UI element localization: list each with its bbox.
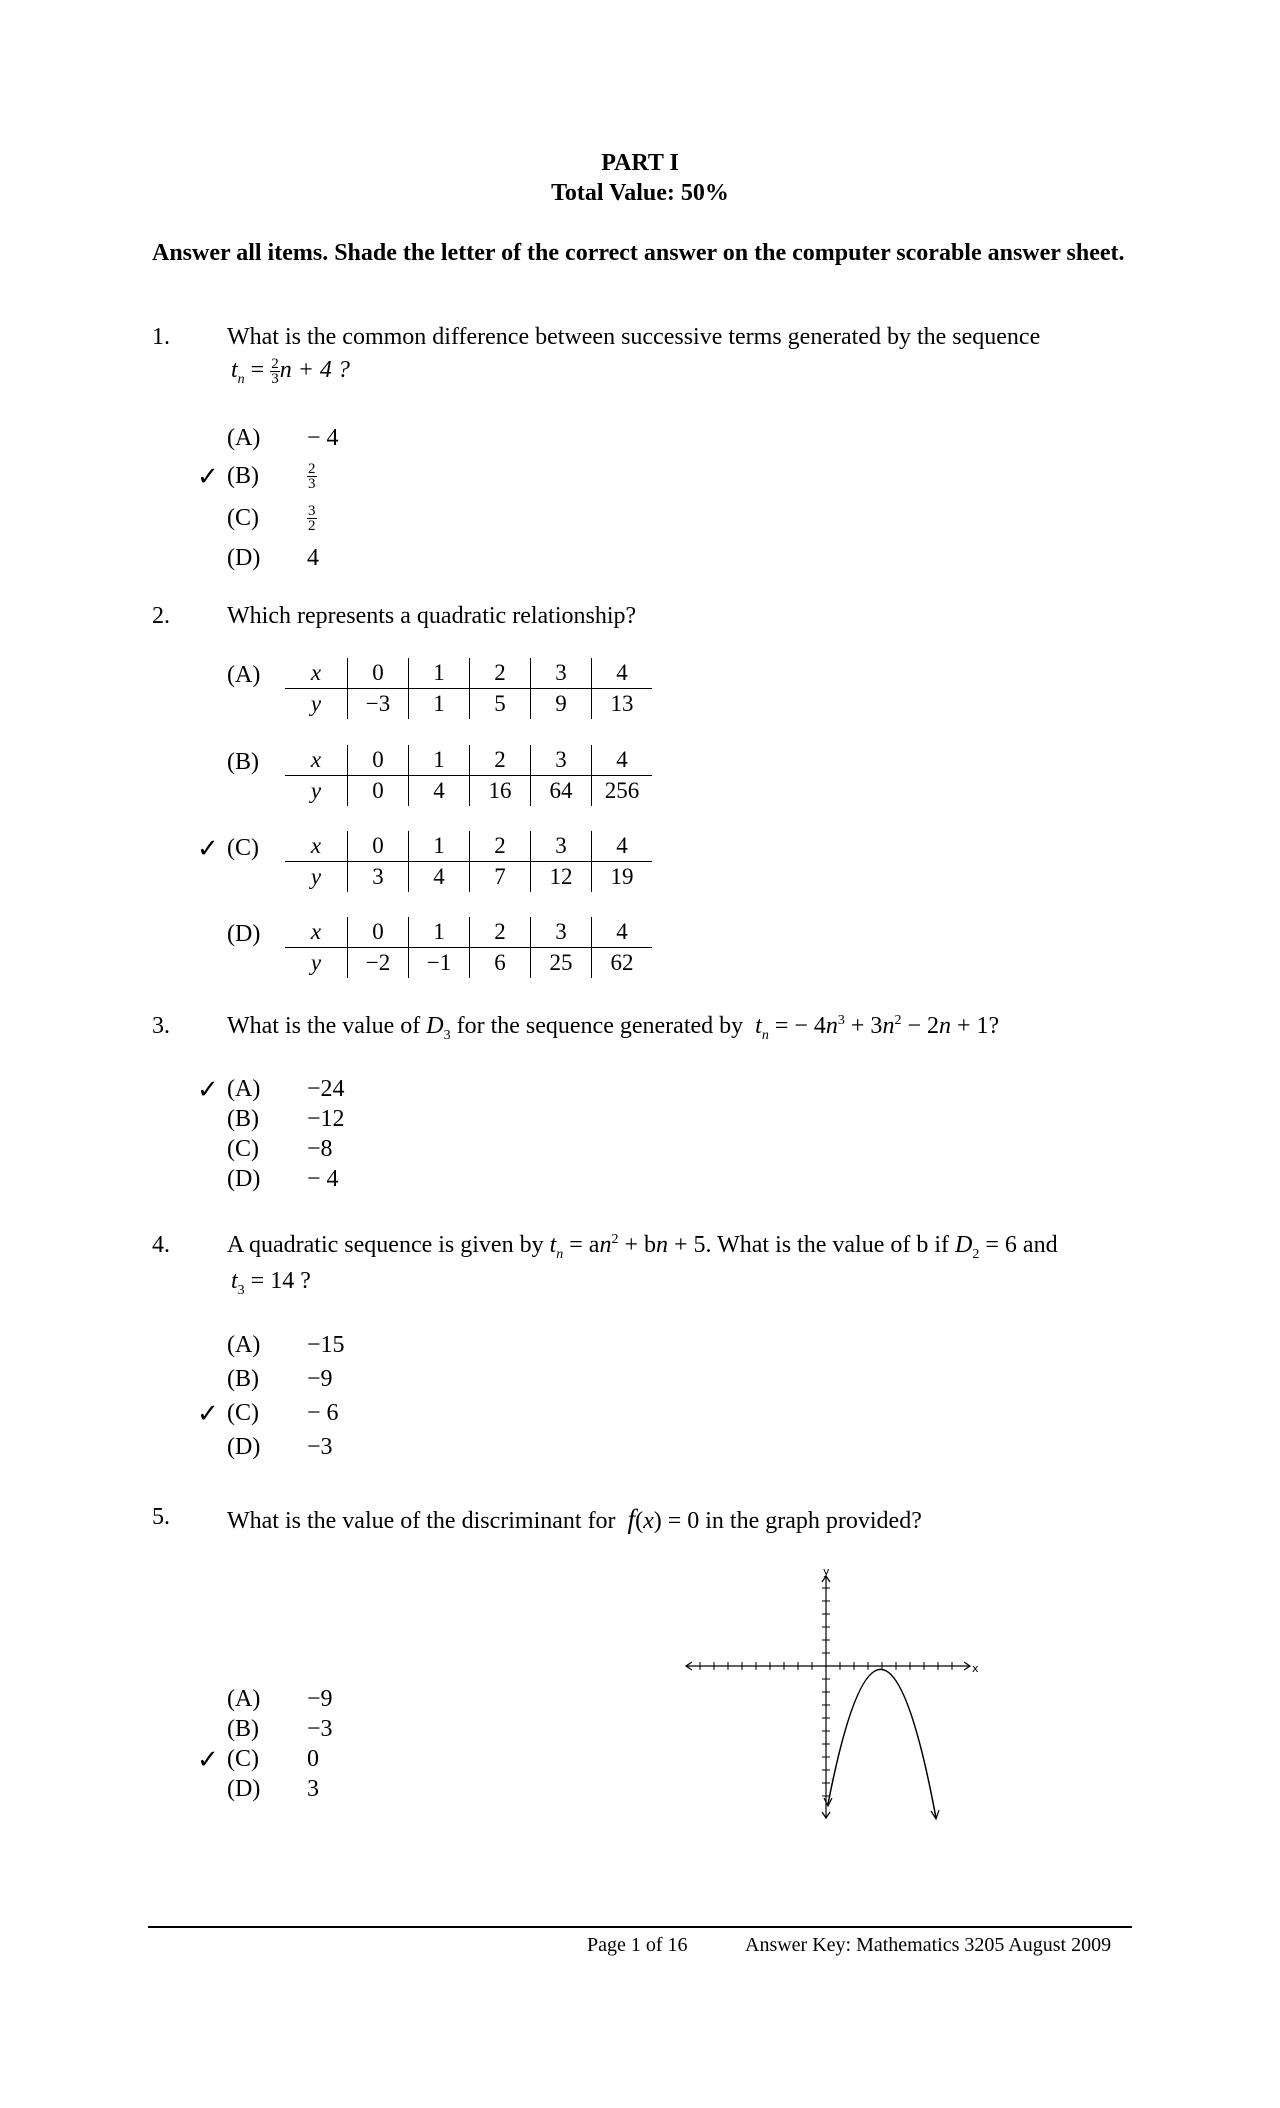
q2-table-b: x 0 1 2 3 4 y 0 4 16 64 256	[285, 745, 652, 806]
q1-check-icon: ✓	[197, 462, 219, 492]
total-value: Total Value: 50%	[551, 180, 729, 206]
footer-page: Page 1 of 16	[587, 1934, 688, 1956]
part-title: PART I	[601, 150, 679, 176]
q2-table-a: x 0 1 2 3 4 y −3 1 5 9 13	[285, 658, 652, 719]
x-axis	[686, 1662, 970, 1670]
footer-title: Answer Key: Mathematics 3205 August 2009	[745, 1934, 1112, 1956]
q3-text: What is the value of $D_3$ for the sequence generated by $t_n$ = − $4n^3 + 3n^2 - 2n + 1$?	[227, 1013, 1000, 1043]
parabola-curve	[828, 1669, 936, 1818]
q3-number: 3.	[152, 1013, 170, 1039]
q5-number: 5.	[152, 1504, 170, 1530]
q5-text: What is the value of the discriminant for f(x) = 0 in the graph provided?	[227, 1504, 922, 1534]
q5-check-icon: ✓	[197, 1745, 219, 1775]
footer-divider	[148, 1926, 1132, 1928]
q2-option-c[interactable]: (C)	[227, 835, 259, 861]
q1-formula: $t_n$ = $\frac{2}{3}$ n + 4 ?	[231, 356, 350, 387]
x-axis-label: x	[972, 1662, 979, 1675]
y-axis	[822, 1576, 830, 1818]
q2-table-d: x 0 1 2 3 4 y −2 −1 6 25 62	[285, 917, 652, 978]
q4-text: A quadratic sequence is given by $t_n = an^2$ + bn + 5. What is the value of b if $D_2 = 6$ and	[227, 1232, 1058, 1262]
q3-check-icon: ✓	[197, 1075, 219, 1105]
q4-check-icon: ✓	[197, 1399, 219, 1429]
q4-text-line2: $t_3 = 14$ ?	[231, 1268, 311, 1298]
q1-number: 1.	[152, 324, 170, 350]
q2-option-a[interactable]: (A)	[227, 662, 261, 688]
q1-text: What is the common difference between successive terms generated by the sequence	[227, 324, 1041, 350]
q2-table-c: x 0 1 2 3 4 y 3 4 7 12 19	[285, 831, 652, 892]
q2-option-d[interactable]: (D)	[227, 921, 261, 947]
parabola-arrows	[824, 1798, 939, 1819]
q2-number: 2.	[152, 603, 170, 629]
q4-number: 4.	[152, 1232, 170, 1258]
y-axis-label: y	[823, 1568, 830, 1578]
q2-text: Which represents a quadratic relationship?	[227, 603, 637, 629]
q5-parabola-graph	[680, 1568, 980, 1828]
instructions: Answer all items. Shade the letter of the correct answer on the computer scorable answer sheet.	[152, 240, 1125, 266]
q2-option-b[interactable]: (B)	[227, 749, 259, 775]
q2-check-icon: ✓	[197, 834, 219, 864]
